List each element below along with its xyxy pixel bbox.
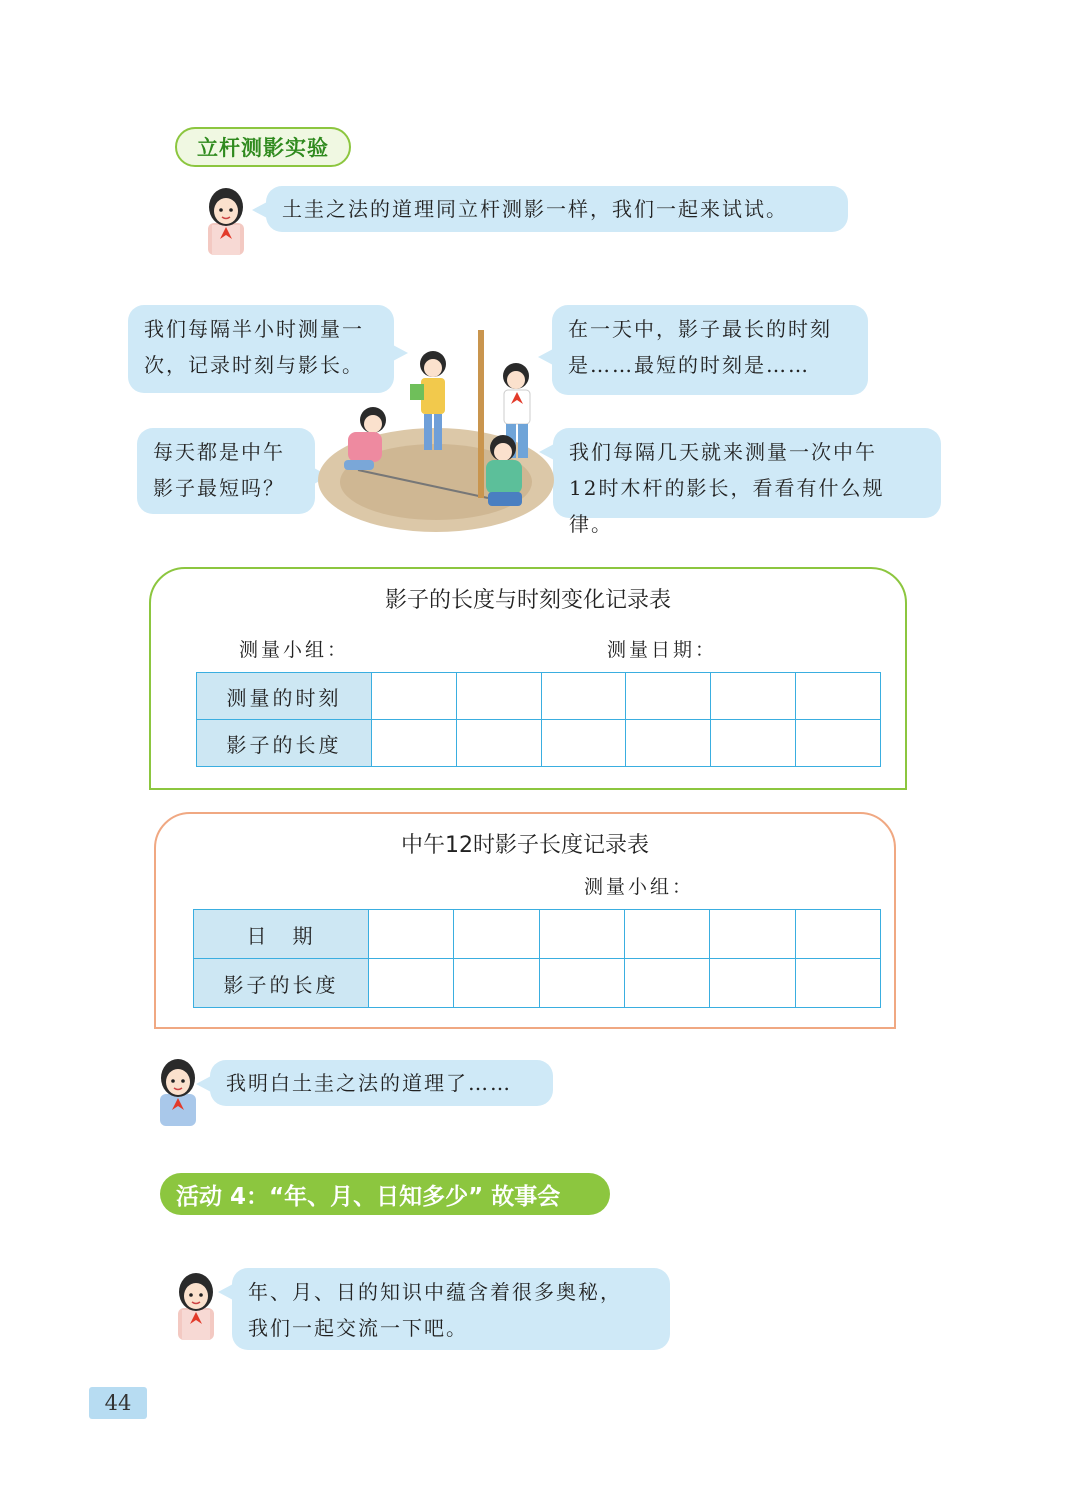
section-title: 立杆测影实验 xyxy=(197,136,329,160)
speech-line: 我们每隔几天就来测量一次中午 xyxy=(569,440,877,464)
table-row xyxy=(197,720,881,767)
measuring-scene-illustration xyxy=(318,320,554,534)
shadow-time-table xyxy=(196,672,881,767)
table-cell[interactable] xyxy=(456,720,541,767)
table-cell[interactable] xyxy=(539,959,624,1008)
activity-4-title-pill xyxy=(160,1173,610,1215)
table-cell[interactable] xyxy=(372,673,457,720)
table-cell[interactable] xyxy=(539,910,624,959)
intro-text: 土圭之法的道理同立杆测影一样，我们一起来试试。 xyxy=(282,197,788,221)
table-cell[interactable] xyxy=(454,959,539,1008)
table-cell[interactable] xyxy=(795,959,880,1008)
speech-line: 次，记录时刻与影长。 xyxy=(144,353,364,377)
section-title-pill xyxy=(175,127,351,167)
speech-bubble-every-few-days xyxy=(553,428,941,536)
row-header-date: 日 期 xyxy=(194,910,369,959)
table-row xyxy=(194,910,881,959)
table-cell[interactable] xyxy=(369,959,454,1008)
speech-line: 我们一起交流一下吧。 xyxy=(248,1316,468,1340)
table-cell[interactable] xyxy=(369,910,454,959)
table-cell[interactable] xyxy=(624,959,709,1008)
speech-line: 我们每隔半小时测量一 xyxy=(144,317,364,341)
table-cell[interactable] xyxy=(454,910,539,959)
table-cell[interactable] xyxy=(626,673,711,720)
table-cell[interactable] xyxy=(710,910,795,959)
table-cell[interactable] xyxy=(456,673,541,720)
activity-4-title: 活动 4：“年、月、日知多少” 故事会 xyxy=(176,1183,561,1210)
row-header-length: 影子的长度 xyxy=(194,959,369,1008)
table-cell[interactable] xyxy=(710,959,795,1008)
girl-illustration-1 xyxy=(198,183,254,255)
table-cell[interactable] xyxy=(796,720,881,767)
table-cell[interactable] xyxy=(372,720,457,767)
conclusion-speech-bubble xyxy=(210,1060,553,1106)
activity-speech-bubble xyxy=(232,1268,670,1350)
table-2-title: 中午12时影子长度记录表 xyxy=(401,833,649,858)
table-2-group-label: 测量小组： xyxy=(584,876,695,898)
table-cell[interactable] xyxy=(711,720,796,767)
speech-line: 每天都是中午 xyxy=(153,440,285,464)
table-row xyxy=(197,673,881,720)
table-cell[interactable] xyxy=(796,673,881,720)
speech-line: 是……最短的时刻是…… xyxy=(568,353,810,377)
table-cell[interactable] xyxy=(795,910,880,959)
girl-illustration-3 xyxy=(168,1268,224,1340)
table-cell[interactable] xyxy=(711,673,796,720)
table-1-group-label: 测量小组： xyxy=(239,639,350,661)
page-number-text: 44 xyxy=(104,1391,132,1415)
speech-bubble-longest-shortest xyxy=(552,305,868,395)
speech-line: 12时木杆的影长，看看有什么规律。 xyxy=(569,476,885,536)
table-cell[interactable] xyxy=(541,673,626,720)
conclusion-text: 我明白土圭之法的道理了…… xyxy=(226,1071,512,1095)
table-1-date-label: 测量日期： xyxy=(607,639,718,661)
speech-line: 年、月、日的知识中蕴含着很多奥秘， xyxy=(248,1280,622,1304)
table-cell[interactable] xyxy=(624,910,709,959)
intro-speech-bubble xyxy=(266,186,848,232)
table-1-title: 影子的长度与时刻变化记录表 xyxy=(384,588,671,613)
table-row xyxy=(194,959,881,1008)
row-header-time: 测量的时刻 xyxy=(197,673,372,720)
page-number xyxy=(89,1387,147,1419)
row-header-length: 影子的长度 xyxy=(197,720,372,767)
speech-bubble-noon-question xyxy=(137,428,315,514)
speech-line: 影子最短吗？ xyxy=(153,476,285,500)
speech-line: 在一天中，影子最长的时刻 xyxy=(568,317,832,341)
table-cell[interactable] xyxy=(541,720,626,767)
noon-shadow-table xyxy=(193,909,881,1008)
table-cell[interactable] xyxy=(626,720,711,767)
